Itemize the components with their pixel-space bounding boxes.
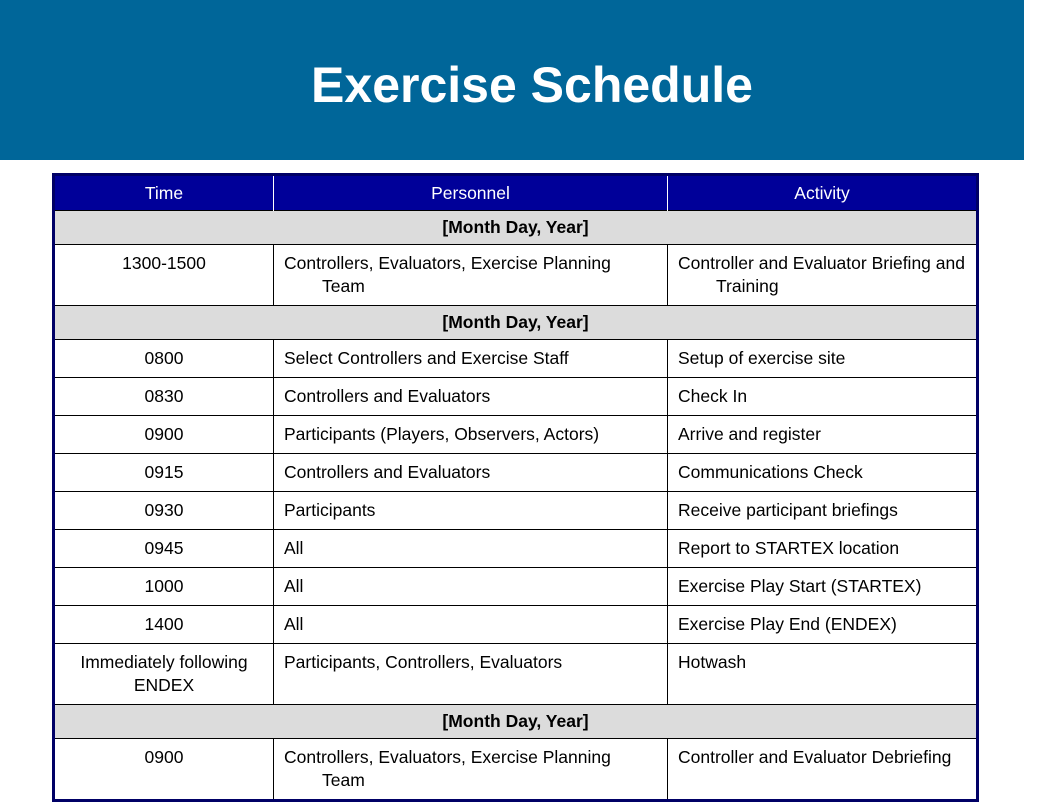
table-row [54, 492, 978, 530]
personnel-cell: Participants (Players, Observers, Actors) [274, 416, 668, 454]
table-row [54, 606, 978, 644]
date-row [54, 211, 978, 245]
personnel-cell [274, 739, 668, 801]
activity-cell: Receive participant briefings [668, 492, 978, 530]
time-cell: 0830 [54, 378, 274, 416]
time-cell: 1000 [54, 568, 274, 606]
activity-cell: Hotwash [668, 644, 978, 705]
table-row [54, 454, 978, 492]
schedule-table [52, 173, 979, 802]
page-title: Exercise Schedule [311, 57, 753, 113]
table-row [54, 644, 978, 705]
date-row [54, 705, 978, 739]
time-cell: 1400 [54, 606, 274, 644]
date-cell: [Month Day, Year] [54, 306, 978, 340]
table-row [54, 416, 978, 454]
time-cell: 0915 [54, 454, 274, 492]
title-bar [0, 0, 1024, 160]
schedule-table-container [52, 173, 976, 802]
column-header-personnel: Personnel [274, 175, 668, 211]
date-cell: [Month Day, Year] [54, 705, 978, 739]
time-cell: Immediately following ENDEX [54, 644, 274, 705]
table-row [54, 739, 978, 801]
personnel-cell: All [274, 530, 668, 568]
table-row [54, 340, 978, 378]
activity-text: Controller and Evaluator Debriefing [678, 747, 952, 767]
activity-cell: Report to STARTEX location [668, 530, 978, 568]
personnel-cell: Participants [274, 492, 668, 530]
column-header-activity: Activity [668, 175, 978, 211]
time-cell: 0800 [54, 340, 274, 378]
activity-cell: Communications Check [668, 454, 978, 492]
personnel-cell: Controllers and Evaluators [274, 378, 668, 416]
header-row [54, 175, 978, 211]
time-cell: 0930 [54, 492, 274, 530]
column-header-time: Time [54, 175, 274, 211]
activity-cell: Arrive and register [668, 416, 978, 454]
activity-text: Controller and Evaluator Briefing and Training [678, 253, 965, 296]
time-cell: 0945 [54, 530, 274, 568]
personnel-text: Controllers, Evaluators, Exercise Planning Team [284, 253, 611, 296]
time-cell: 1300-1500 [54, 245, 274, 306]
personnel-cell: Participants, Controllers, Evaluators [274, 644, 668, 705]
table-row [54, 245, 978, 306]
activity-cell [668, 245, 978, 306]
table-row [54, 378, 978, 416]
activity-cell: Setup of exercise site [668, 340, 978, 378]
personnel-cell: All [274, 606, 668, 644]
time-cell: 0900 [54, 739, 274, 801]
activity-cell: Check In [668, 378, 978, 416]
personnel-cell [274, 245, 668, 306]
activity-cell: Exercise Play End (ENDEX) [668, 606, 978, 644]
time-cell: 0900 [54, 416, 274, 454]
date-cell: [Month Day, Year] [54, 211, 978, 245]
activity-cell [668, 739, 978, 801]
date-row [54, 306, 978, 340]
personnel-cell: Controllers and Evaluators [274, 454, 668, 492]
personnel-text: Controllers, Evaluators, Exercise Planning Team [284, 747, 611, 790]
table-row [54, 568, 978, 606]
activity-cell: Exercise Play Start (STARTEX) [668, 568, 978, 606]
personnel-cell: Select Controllers and Exercise Staff [274, 340, 668, 378]
table-row [54, 530, 978, 568]
personnel-cell: All [274, 568, 668, 606]
